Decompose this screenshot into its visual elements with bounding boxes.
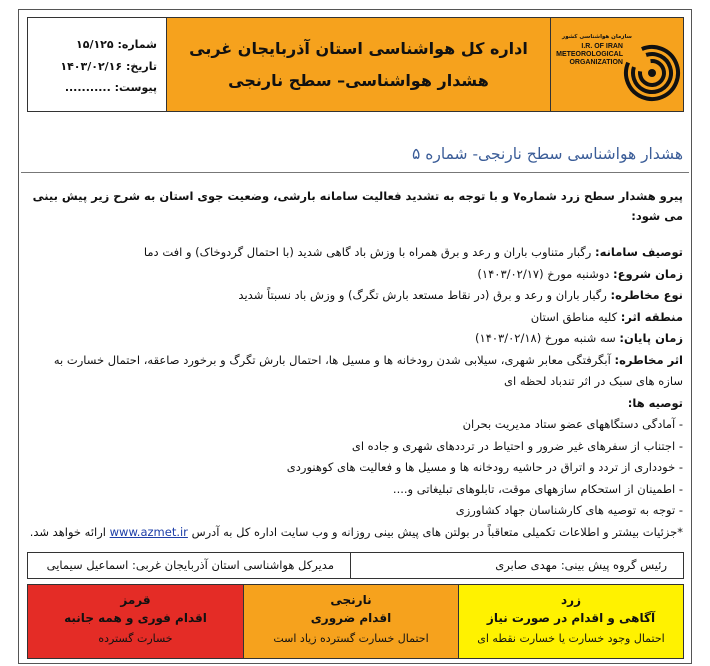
- level-action: اقدام فوری و همه جانبه: [64, 611, 207, 625]
- logo-text-line3: ORGANIZATION: [569, 59, 623, 66]
- field-hazard-type: [27, 285, 683, 307]
- field-value: رگبار باران و رعد و برق (در نقاط مستعد بارش تگرگ) و وزش باد نسبتاً شدید: [238, 288, 607, 302]
- spiral-emblem-icon: [618, 39, 684, 107]
- level-name: نارنجی: [330, 593, 372, 607]
- field-value: آبگرفتگی معابر شهری، سیلابی شدن رودخانه ها و مسیل ها، احتمال بارش تگرگ و برخورد صاعقه، احتمال خسارت به سازه های سبک در اثر تندباد لحظه ای: [53, 352, 683, 388]
- footnote: [27, 522, 683, 544]
- field-value: سه شنبه مورخ (۱۴۰۳/۰۲/۱۸): [475, 331, 616, 345]
- list-item: - اطمینان از استحکام سازههای موقت، تابلوهای تبلیغاتی و....: [392, 481, 683, 496]
- level-damage: احتمال خسارت گسترده زیاد است: [273, 632, 429, 645]
- field-label: توصیف سامانه:: [595, 245, 683, 259]
- meteorological-organization-logo: [551, 18, 684, 111]
- director-signature: مدیرکل هواشناسی استان آذربایجان غربی: اسماعیل سیمایی: [46, 558, 334, 572]
- document-header: [27, 17, 684, 112]
- field-label: نوع مخاطره:: [610, 288, 683, 302]
- level-yellow: [458, 585, 683, 658]
- field-value: رگبار متناوب باران و رعد و برق همراه با وزش باد گاهی شدید (با احتمال گردوخاک) و افت دما: [143, 245, 592, 259]
- field-value: دوشنبه مورخ (۱۴۰۳/۰۲/۱۷): [477, 266, 610, 281]
- level-name: قرمز: [120, 593, 151, 607]
- warning-body: [27, 186, 683, 548]
- signature-box: [27, 552, 684, 579]
- heading-divider: [21, 172, 689, 173]
- field-affected-area: [27, 307, 683, 329]
- list-item: - توجه به توصیه های کارشناسان جهاد کشاورزی: [455, 503, 683, 517]
- forecast-head-signature: رئیس گروه پیش بینی: مهدی صابری: [350, 553, 683, 578]
- letter-date: تاریخ: ۱۴۰۳/۰۲/۱۶: [60, 59, 157, 73]
- level-action: آگاهی و اقدام در صورت نیاز: [486, 611, 656, 625]
- field-value: کلیه مناطق استان: [530, 309, 618, 324]
- header-meta-cell: [28, 18, 166, 111]
- level-name: زرد: [561, 593, 581, 607]
- warning-level-legend: [27, 584, 684, 659]
- letter-attachment: پیوست: ...........: [64, 81, 157, 94]
- letter-number: شماره: ۱۵/۱۲۵: [76, 38, 157, 51]
- level-action: اقدام ضروری: [310, 611, 392, 625]
- logo-cell: [550, 18, 683, 111]
- intro-paragraph: پیرو هشدار سطح زرد شماره۷ و با توجه به تشدید فعالیت سامانه بارشی، وضعیت جوی استان به شرح زیر پیش بینی می شود:: [32, 189, 683, 223]
- level-red: [28, 585, 243, 658]
- logo-text-fa: سازمان هواشناسی کشور: [562, 34, 632, 40]
- field-end-time: [27, 328, 683, 350]
- list-item: - آمادگی دستگاههای عضو ستاد مدیریت بحران: [462, 417, 683, 431]
- field-label: زمان شروع:: [613, 266, 683, 281]
- office-title: اداره کل هواشناسی استان آذربایجان غربی: [189, 39, 528, 58]
- header-title-cell: [166, 18, 550, 111]
- list-item: - اجتناب از سفرهای غیر ضرور و احتیاط در ترددهای شهری و جاده ای: [351, 438, 683, 453]
- level-damage: خسارت گسترده: [98, 632, 173, 645]
- recommendations-label: توصیه ها:: [627, 395, 683, 410]
- footnote-text: *جزئیات بیشتر و اطلاعات تکمیلی متعاقباً در بولتن های پیش بینی روزانه و وب سایت اداره کل به آدرس: [191, 524, 683, 539]
- logo-text-line1: I.R. OF IRAN: [581, 43, 623, 50]
- field-label: اثر مخاطره:: [614, 352, 683, 367]
- warning-title: هشدار هواشناسی– سطح نارنجی: [228, 71, 489, 90]
- list-item: - خودداری از تردد و اتراق در حاشیه رودخانه ها و مسیل ها و فعالیت های کوهنوردی: [286, 460, 683, 474]
- spiral-center: [648, 69, 656, 77]
- website-link[interactable]: www.azmet.ir: [109, 524, 188, 539]
- level-orange: [243, 585, 458, 658]
- level-damage: احتمال وجود خسارت یا خسارت نقطه ای: [477, 632, 665, 645]
- footnote-text-end: ارائه خواهد شد.: [29, 524, 106, 539]
- field-label: زمان پایان:: [619, 331, 683, 345]
- page-title: هشدار هواشناسی سطح نارنجی- شماره ۵: [411, 145, 683, 163]
- field-system-description: [27, 242, 683, 264]
- field-label: منطقه اثر:: [620, 309, 683, 324]
- field-hazard-impact: [27, 350, 683, 393]
- logo-text-line2: METEOROLOGICAL: [556, 51, 623, 58]
- field-start-time: [27, 264, 683, 286]
